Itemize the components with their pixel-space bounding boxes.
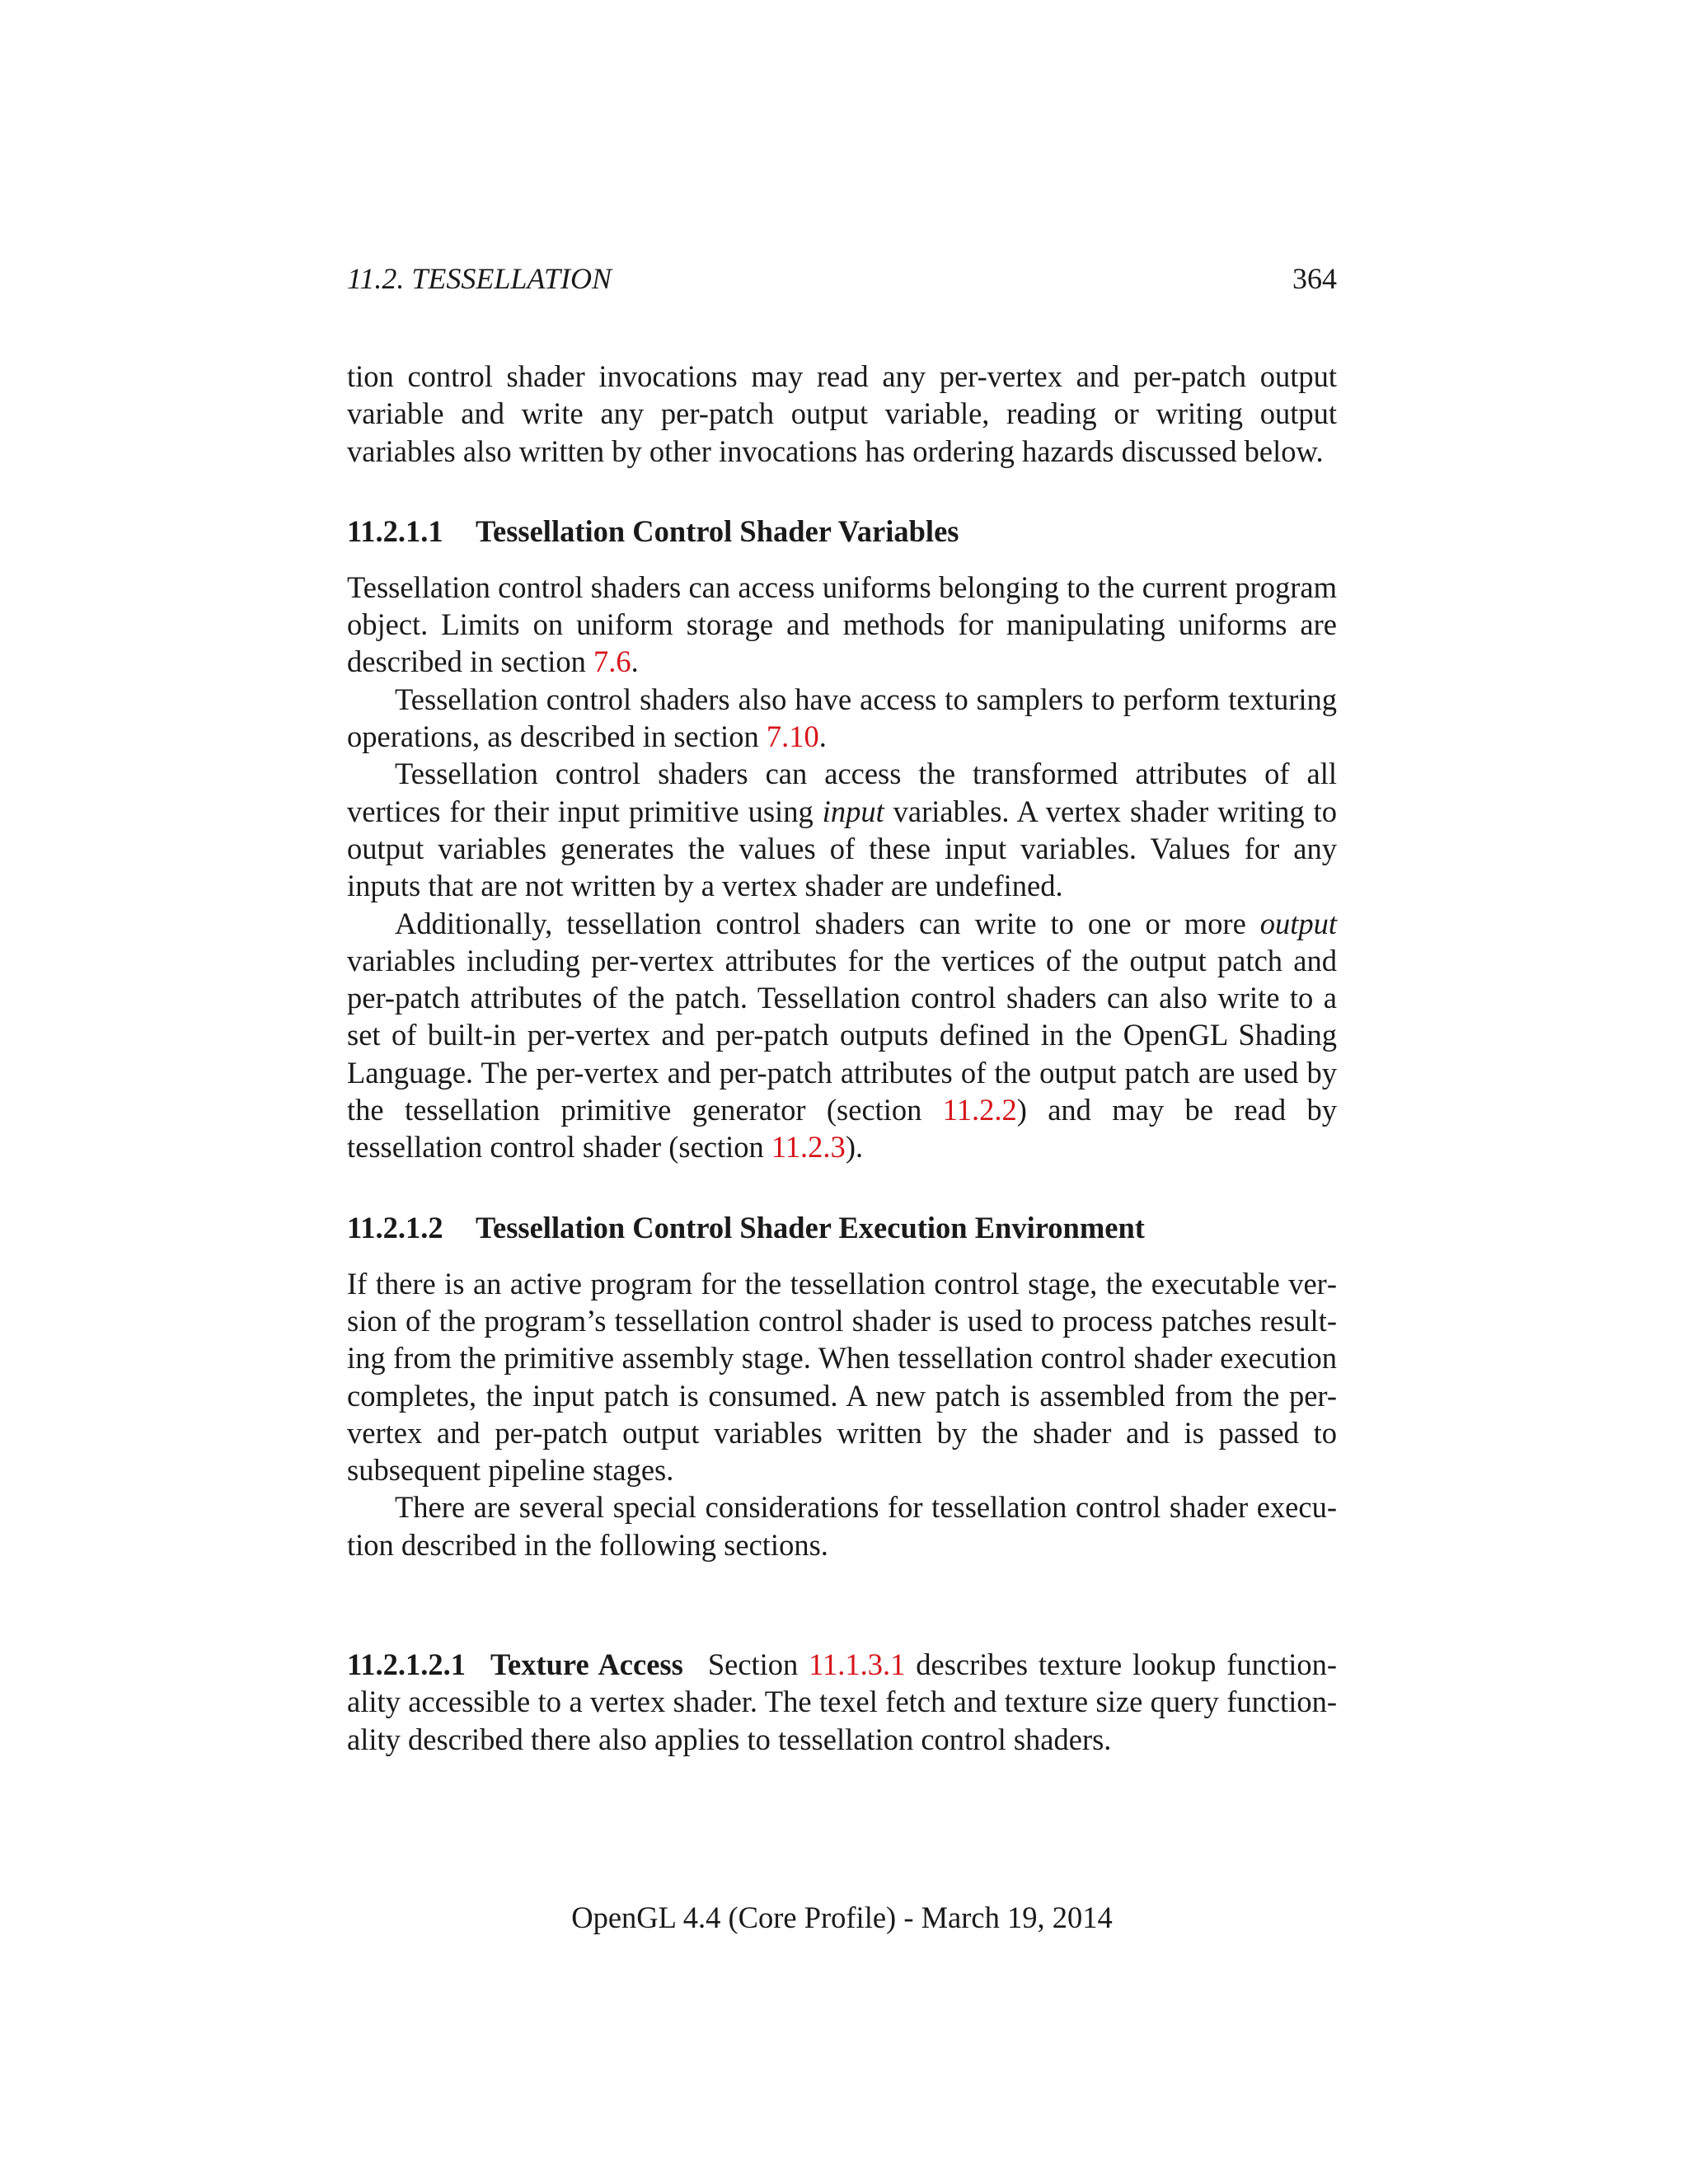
paragraph: There are several special considerations for tessellation control shader execution described in the following sections.: [347, 1490, 1337, 1562]
text-run: ) and may be read by tessellation control shader (section: [347, 1093, 1337, 1165]
section-number: 11.2.1.2: [347, 1210, 443, 1244]
section-title: Tessellation Control Shader Execution Environment: [476, 1210, 1145, 1244]
paragraph: [347, 755, 1337, 904]
text-run: variables. A vertex shader writing to output variables generates the values of these input variables. Values for any inputs that are not written by a vertex shader are undefined.: [347, 794, 1337, 903]
xref-link-11-2-3[interactable]: 11.2.3: [771, 1130, 846, 1165]
text-run: Tessellation control shaders also have access to samplers to perform texturing operations, as described in section: [347, 682, 1337, 754]
xref-link-7-10[interactable]: 7.10: [766, 719, 819, 754]
xref-link-7-6[interactable]: 7.6: [593, 644, 631, 679]
section-number: 11.2.1.1: [347, 513, 443, 548]
page-footer: OpenGL 4.4 (Core Profile) - March 19, 2014: [571, 1900, 1113, 1934]
xref-link-11-1-3-1[interactable]: 11.1.3.1: [809, 1647, 906, 1682]
page-body: [347, 358, 1337, 1758]
intro-paragraph: tion control shader invocations may read any per-vertex and per-patch output variable and write any per-patch output variable, reading or writing output variables also written by other invocations has ordering hazards discussed below.: [347, 359, 1337, 468]
paragraph-number: 11.2.1.2.1: [347, 1647, 466, 1682]
paragraph-title: Texture Access: [490, 1647, 683, 1682]
xref-link-11-2-2[interactable]: 11.2.2: [942, 1093, 1017, 1127]
paragraph: [347, 681, 1337, 756]
header-section-title: 11.2. TESSELLATION: [347, 262, 612, 295]
section-title: Tessellation Control Shader Variables: [476, 513, 959, 548]
text-run: .: [631, 644, 639, 679]
section-heading-execution-environment: [347, 1209, 1337, 1246]
text-run: describes texture lookup functionality accessible to a vertex shader. The texel fetch and texture size query functionality described there also applies to tessellation control shaders.: [347, 1647, 1338, 1756]
text-run: Additionally, tessellation control shaders can write to one or more: [395, 906, 1260, 940]
text-run: .: [818, 719, 827, 754]
text-run: Section: [707, 1647, 809, 1682]
text-run: ).: [845, 1130, 864, 1165]
header-page-number: 364: [1292, 262, 1337, 295]
text-run: Tessellation control shaders can access uniforms belonging to the current program object. Limits on uniform storage and methods for manipulating uniforms are described in section: [347, 569, 1337, 679]
paragraph: [347, 905, 1337, 1166]
paragraph-texture-access: [347, 1646, 1337, 1758]
paragraph: If there is an active program for the tessellation control stage, the executable version of the program’s tessellation control shader is used to process patches resulting from the primitive assembly stage. When tessellation control shader execution completes, the input patch is consumed. A new patch is assembled from the per-vertex and per-patch output variables written by the shader and is passed to subsequent pipeline stages.: [347, 1266, 1337, 1488]
text-run: variables including per-vertex attributes for the vertices of the output patch and per-patch attributes of the patch. Tessellation control shaders can also write to a set of built-in per-vertex and per-patch outputs defined in the OpenGL Shading Language. The per-vertex and per-patch attributes of the output patch are used by the tessellation primitive generator (section: [347, 943, 1337, 1127]
paragraph: [347, 569, 1337, 681]
emphasis-output: output: [1259, 906, 1337, 940]
text-run: Tessellation control shaders can access the transformed attributes of all vertices for their input primitive using: [347, 757, 1337, 828]
section-heading-variables: [347, 513, 1337, 550]
emphasis-input: input: [822, 794, 884, 828]
